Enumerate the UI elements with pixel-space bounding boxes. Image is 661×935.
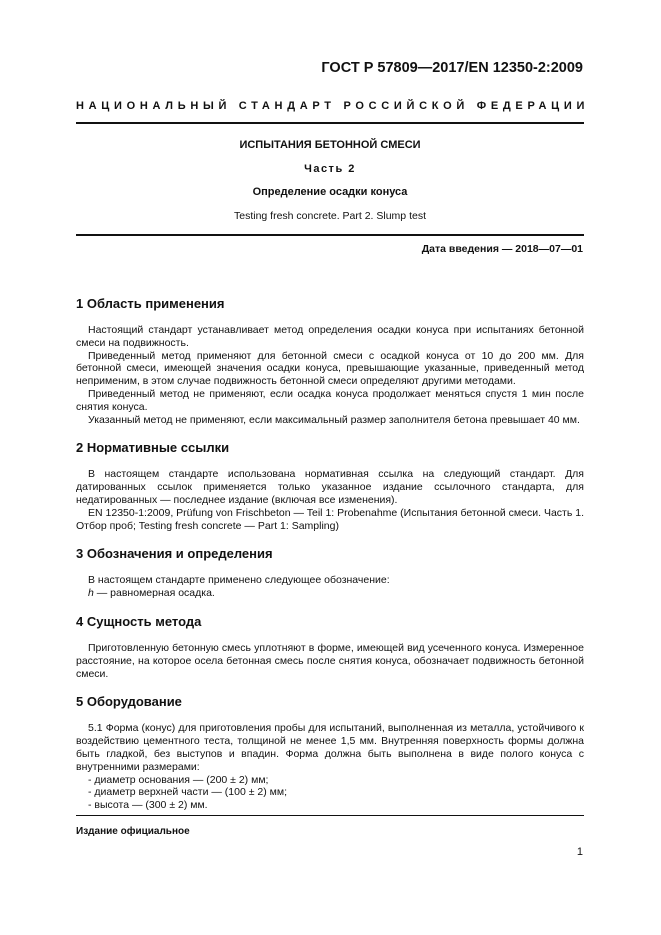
section-heading: 2 Нормативные ссылки	[76, 440, 230, 456]
paragraph: В настоящем стандарте применено следующее обозначение:	[88, 574, 390, 587]
introduction-date: Дата введения — 2018—07—01	[421, 243, 583, 255]
list-item: - диаметр основания — (200 ± 2) мм;	[88, 773, 269, 786]
paragraph: Настоящий стандарт устанавливает метод определения осадки конуса при испытаниях бетонной смеси на подвижность.	[76, 324, 584, 349]
document-subtitle: Определение осадки конуса	[252, 186, 408, 198]
list-item: - высота — (300 ± 2) мм.	[88, 799, 208, 812]
section-normative-references	[76, 440, 584, 532]
part-label: Часть 2	[304, 163, 356, 175]
symbol-meaning: — равномерная осадка.	[93, 587, 215, 600]
list-item: - диаметр верхней части — (100 ± 2) мм;	[88, 786, 288, 799]
reference-entry: EN 12350-1:2009, Prüfung von Frischbeton — Teil 1: Probenahme (Испытания бетонной смеси. Часть 1. Отбор проб; Testing fresh concrete — Part 1: Sampling)	[76, 506, 584, 532]
document-title: ИСПЫТАНИЯ БЕТОННОЙ СМЕСИ	[239, 139, 421, 151]
paragraph: Приготовленную бетонную смесь уплотняют в форме, имеющей вид усеченного конуса. Измеренное расстояние, на которое осела бетонная смесь после снятия конуса, обозначает подвижность бетонной смеси.	[76, 641, 584, 680]
symbol-definition	[76, 587, 584, 600]
title-rule	[76, 234, 584, 236]
paragraph: Указанный метод не применяют, если максимальный размер заполнителя бетона превышает 40 мм.	[88, 413, 580, 426]
section-heading: 1 Область применения	[76, 296, 225, 311]
section-heading: 5 Оборудование	[76, 694, 182, 710]
paragraph: 5.1 Форма (конус) для приготовления пробы для испытаний, выполненная из металла, устойчивого к воздействию цементного теста, толщиной не менее 1,5 мм. Внутренняя поверхность формы должна быть гладкой, без выступов и впадин. Форма должна быть выполнена в виде полого конуса с внутренними размерами:	[76, 722, 584, 773]
english-title: Testing fresh concrete. Part 2. Slump test	[233, 210, 426, 222]
section-scope	[76, 296, 584, 426]
page-number: 1	[576, 846, 583, 858]
section-symbols	[76, 546, 584, 600]
paragraph: В настоящем стандарте использована нормативная ссылка на следующий стандарт. Для датированных ссылок применяется только указанное издание ссылочного стандарта, для недатированных — последнее издание (включая все изменения).	[76, 468, 584, 506]
symbol: h	[88, 587, 94, 600]
section-heading: 3 Обозначения и определения	[76, 546, 273, 562]
paragraph: Приведенный метод применяют для бетонной смеси с осадкой конуса от 10 до 200 мм. Для бетонной смеси, имеющей значения осадки конуса, превышающие указанные, приведенный метод неприменим, в этом случае подвижность бетонной смеси определяют другими методами.	[76, 349, 584, 388]
top-rule	[76, 122, 584, 124]
national-standard-banner: НАЦИОНАЛЬНЫЙ СТАНДАРТ РОССИЙСКОЙ ФЕДЕРАЦИИ	[76, 100, 590, 112]
paragraph: Приведенный метод не применяют, если осадка конуса продолжает меняться спустя 1 мин после снятия конуса.	[76, 387, 584, 413]
edition-label: Издание официальное	[76, 826, 190, 837]
section-heading: 4 Сущность метода	[76, 613, 202, 629]
section-equipment	[76, 694, 584, 812]
footer-rule	[76, 815, 584, 816]
section-principle	[76, 614, 584, 680]
document-code: ГОСТ Р 57809—2017/EN 12350-2:2009	[321, 60, 583, 76]
document-body	[76, 296, 584, 826]
